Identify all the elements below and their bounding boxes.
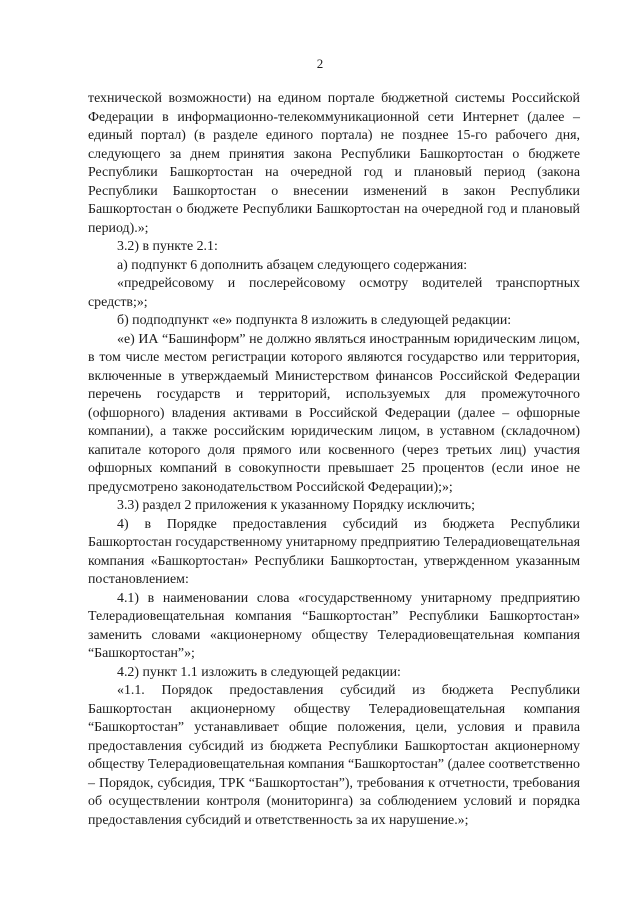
page-number: 2 xyxy=(316,56,324,71)
paragraph: 4.1) в наименовании слова «государственному унитарному предприятию Телерадиовещательная компания “Башкортостан” Республики Башкортостан» заменить словами «акционерному обществу Телерадиовещательная компания “Башкортостан”»; xyxy=(88,590,580,661)
paragraph: «е) ИА “Башинформ” не должно являться иностранным юридическим лицом, в том числе местом регистрации которого являются государство или территория, включенные в утверждаемый Министерством финансов Российской Федерации перечень государств и территорий, используемых для промежуточного (офшорного) владения активами в Российской Федерации (далее – офшорные компании), а также российским юридическим лицом, в уставном (складочном) капитале которого доля прямого или косвенного (через третьих лиц) участия офшорных компаний в совокупности превышает 25 процентов (если иное не предусмотрено законодательством Российской Федерации);»; xyxy=(88,331,580,495)
paragraph: а) подпункт 6 дополнить абзацем следующего содержания: xyxy=(117,257,468,273)
paragraph: «предрейсовому и послерейсовому осмотру водителей транспортных средств;»; xyxy=(88,276,580,310)
paragraph: «1.1. Порядок предоставления субсидий из бюджета Республики Башкортостан акционерному обществу Телерадиовещательная компания “Башкортостан” устанавливает общие положения, цели, условия и правила предоставления субсидий из бюджета Республики Башкортостан акционерному обществу Телерадиовещательная компания “Башкортостан” (далее соответственно – Порядок, субсидия, ТРК “Башкортостан”), требования к отчетности, требования об осуществлении контроля (мониторинга) за соблюдением условий и порядка предоставления субсидий и ответственность за их нарушение.»; xyxy=(88,683,580,828)
paragraph: 3.2) в пункте 2.1: xyxy=(117,239,218,254)
paragraph: б) подподпункт «е» подпункта 8 изложить в следующей редакции: xyxy=(117,313,512,328)
paragraph: 4) в Порядке предоставления субсидий из бюджета Республики Башкортостан государственному унитарному предприятию Телерадиовещательная компания «Башкортостан» Республики Башкортостан, утвержденном указанным постановлением: xyxy=(88,516,580,587)
document-body xyxy=(88,90,580,830)
paragraph: 3.3) раздел 2 приложения к указанному Порядку исключить; xyxy=(117,498,475,513)
paragraph: 4.2) пункт 1.1 изложить в следующей редакции: xyxy=(117,664,401,680)
paragraph: технической возможности) на едином портале бюджетной системы Российской Федерации в информационно-телекоммуникационной сети Интернет (далее – единый портал) (в разделе единого портала) не позднее 15-го рабочего дня, следующего за днем принятия закона Республики Башкортостан о бюджете Республики Башкортостан на очередной год и плановый период (закона Республики Башкортостан о внесении изменений в закон Республики Башкортостан о бюджете Республики Башкортостан на очередной год и плановый период).»; xyxy=(88,91,580,236)
